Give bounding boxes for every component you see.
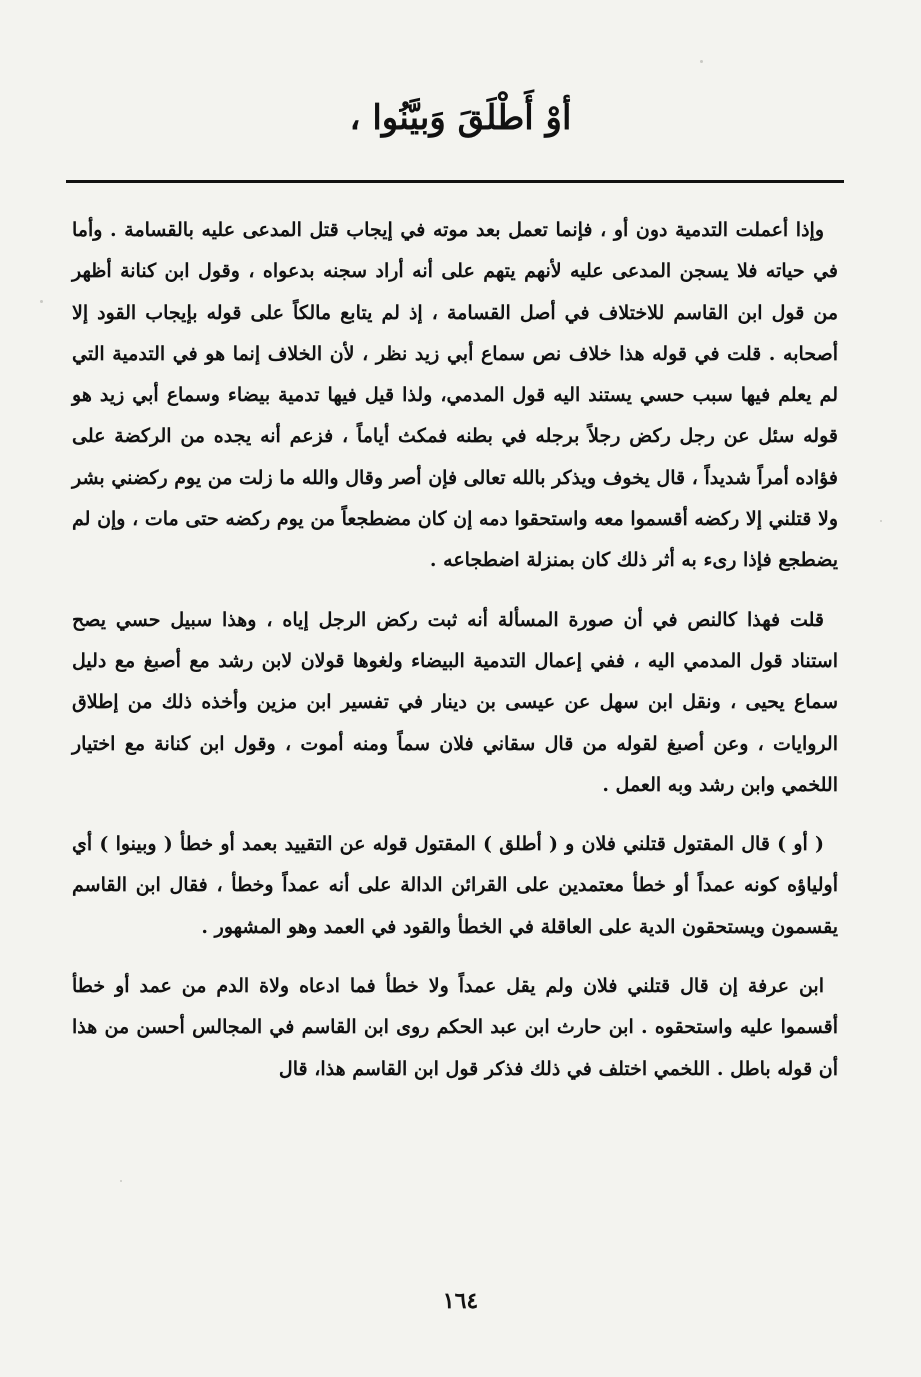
paragraph-3: ( أو ) قال المقتول قتلني فلان و ( أطلق ) المقتول قوله عن التقييد بعمد أو خطأ ( وبينوا ) أي أولياؤه كونه عمداً أو خطأ معتمدين على القرائن الدالة على أنه عمداً وخطأ ، فقال ابن القاسم يقسمون ويستحقون الدية على العاقلة في الخطأ والقود في العمد وهو المشهور . xyxy=(72,833,838,938)
scan-speck xyxy=(40,300,43,303)
scan-speck xyxy=(700,60,703,63)
paragraph-1: وإذا أعملت التدمية دون أو ، فإنما تعمل بعد موته في إيجاب قتل المدعى عليه بالقسامة . وأما في حياته فلا يسجن المدعى عليه لأنهم يتهم على أنه أراد سجنه بدعواه ، وقول ابن كنانة أظهر من قول ابن القاسم للاختلاف في أصل القسامة ، إذ لم يتابع مالكاً على قوله بإيجاب القود إلا أصحابه . قلت في قوله هذا خلاف نص سماع أبي زيد نظر ، لأن الخلاف إنما هو في التدمية التي لم يعلم فيها سبب حسي يستند اليه قول المدمي، ولذا قيل فيها تدمية بيضاء وسماع أبي زيد هو قوله سئل عن رجل ركض رجلاً برجله في بطنه فمكث أياماً ، فزعم أنه يجده من الركضة على فؤاده أمراً شديداً ، قال يخوف ويذكر بالله تعالى فإن أصر وقال والله ما زلت من يوم ركضني بشر ولا قتلني إلا ركضه أقسموا معه واستحقوا دمه إن كان مضطجعاً من يوم ركضه حتى مات ، وإن لم يضطجع فإذا رىء به أثر ذلك كان بمنزلة اضطجاعه . xyxy=(72,219,838,572)
running-header-title: أوْ أَطْلَقَ وَبيَّنُوا ، xyxy=(349,98,572,138)
body-text xyxy=(72,210,838,1108)
paragraph-2: قلت فهذا كالنص في أن صورة المسألة أنه ثبت ركض الرجل إياه ، وهذا سبيل حسي يصح استناد قول المدمي اليه ، ففي إعمال التدمية البيضاء ولغوها قولان لابن رشد مع أصبغ مع دليل سماع يحيى ، ونقل ابن سهل عن عيسى بن دينار في تفسير ابن مزين وأخذه ذلك من إطلاق الروايات ، وعن أصبغ لقوله من قال سقاني فلان سماً ومنه أموت ، وقول ابن كنانة مع اختيار اللخمي وابن رشد وبه العمل . xyxy=(72,608,838,796)
scan-speck xyxy=(120,1180,122,1182)
page-number: ١٦٤ xyxy=(442,1288,479,1314)
scan-speck xyxy=(880,520,882,522)
header-rule xyxy=(66,180,844,183)
paragraph-4: ابن عرفة إن قال قتلني فلان ولم يقل عمداً ولا خطأ فما ادعاه ولاة الدم من عمد أو خطأ أقسموا عليه واستحقوه . ابن حارث ابن عبد الحكم روى ابن القاسم في المجالس أحسن من هذا أن قوله باطل . اللخمي اختلف في ذلك فذكر قول ابن القاسم هذا، قال xyxy=(72,975,838,1080)
